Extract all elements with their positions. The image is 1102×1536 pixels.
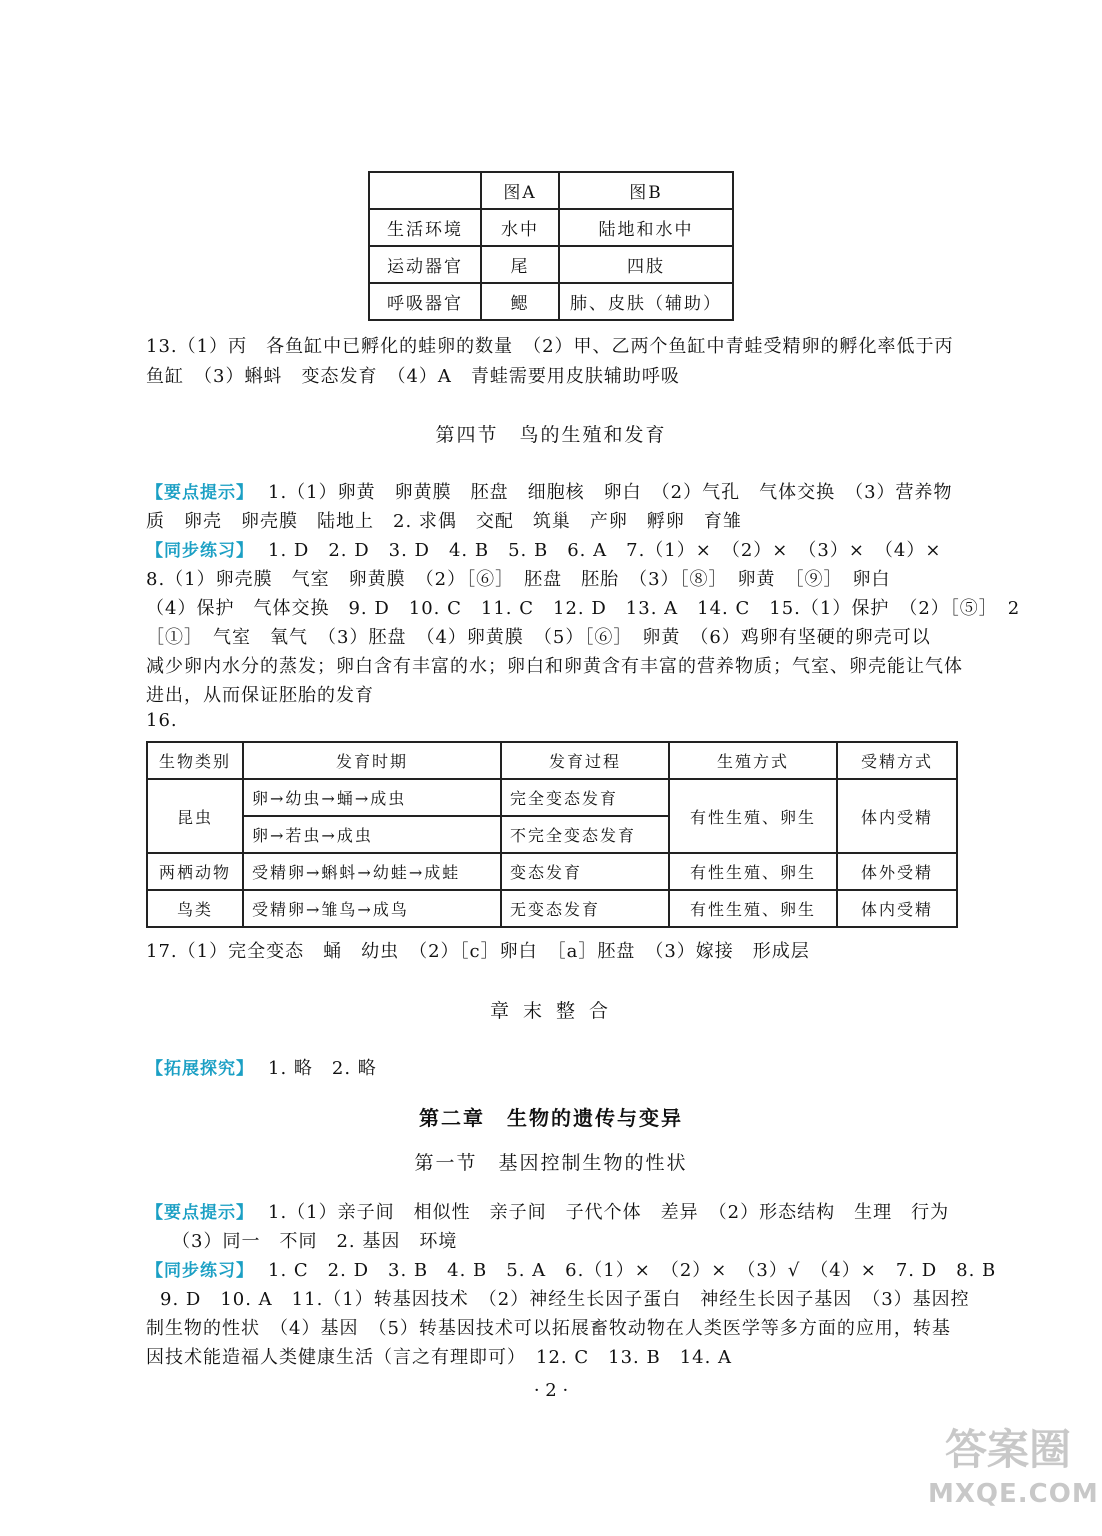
table-cell: 四肢 bbox=[559, 246, 733, 283]
table-header-cell: 发育过程 bbox=[501, 742, 669, 779]
question-16-label: 16. bbox=[146, 710, 178, 731]
table-cell: 陆地和水中 bbox=[559, 209, 733, 246]
page-number: · 2 · bbox=[533, 1380, 569, 1401]
key-points-text: 1.（1）卵黄 卵黄膜 胚盘 细胞核 卵白 （2）气孔 气体交换 （3）营养物 bbox=[268, 482, 953, 503]
key-points-line bbox=[146, 1198, 949, 1224]
table-row bbox=[147, 742, 957, 779]
key-points-line: 质 卵壳 卵壳膜 陆地上 2. 求偶 交配 筑巢 产卵 孵卵 育雏 bbox=[146, 511, 742, 532]
practice-line: 9. D 10. A 11.（1）转基因技术 （2）神经生长因子蛋白 神经生长因子基因 （3）基因控 bbox=[160, 1289, 970, 1310]
extension-text: 1. 略 2. 略 bbox=[268, 1058, 377, 1079]
practice-line: （4）保护 气体交换 9. D 10. C 11. C 12. D 13. A 14. C 15.（1）保护 （2）［⑤］ 2 bbox=[146, 598, 1021, 619]
practice-tag: 【同步练习】 bbox=[146, 541, 254, 561]
table-cell: 两栖动物 bbox=[147, 853, 243, 890]
watermark-logo bbox=[928, 1424, 1099, 1524]
watermark-url: MXQE.COM bbox=[928, 1479, 1099, 1509]
watermark-text: 答案圈 bbox=[944, 1425, 1071, 1474]
key-points-tag: 【要点提示】 bbox=[146, 1203, 254, 1223]
practice-text: 1. C 2. D 3. B 4. B 5. A 6.（1）× （2）× （3）√ （4）× 7. D 8. B bbox=[268, 1260, 997, 1281]
table-header-cell: 生物类别 bbox=[147, 742, 243, 779]
table-cell: 体内受精 bbox=[837, 890, 957, 927]
table-cell: 有性生殖、卵生 bbox=[669, 890, 837, 927]
chapter-title: 第二章 生物的遗传与变异 bbox=[419, 1106, 683, 1130]
development-table bbox=[146, 741, 958, 928]
table-cell: 受精卵→雏鸟→成鸟 bbox=[243, 890, 501, 927]
practice-line: 制生物的性状 （4）基因 （5）转基因技术可以拓展畜牧动物在人类医学等多方面的应用，转基 bbox=[146, 1318, 951, 1339]
practice-line: 进出，从而保证胚胎的发育 bbox=[146, 685, 374, 706]
table-cell: 不完全变态发育 bbox=[501, 816, 669, 853]
table-cell: 鳃 bbox=[481, 283, 559, 320]
extension-line bbox=[146, 1054, 377, 1080]
practice-line bbox=[146, 536, 941, 562]
table-cell: 鸟类 bbox=[147, 890, 243, 927]
table-row bbox=[369, 209, 733, 246]
table-cell: 尾 bbox=[481, 246, 559, 283]
table-cell: 有性生殖、卵生 bbox=[669, 779, 837, 853]
table-row bbox=[147, 779, 957, 816]
table-cell: 体内受精 bbox=[837, 779, 957, 853]
key-points-line bbox=[146, 478, 953, 504]
table-row bbox=[369, 283, 733, 320]
table-row bbox=[147, 890, 957, 927]
comparison-table-a bbox=[368, 171, 734, 321]
table-cell: 呼吸器官 bbox=[369, 283, 481, 320]
table-cell: 无变态发育 bbox=[501, 890, 669, 927]
table-cell: 水中 bbox=[481, 209, 559, 246]
table-cell: 受精卵→蝌蚪→幼蛙→成蛙 bbox=[243, 853, 501, 890]
section-title: 第一节 基因控制生物的性状 bbox=[414, 1152, 688, 1174]
practice-line: 减少卵内水分的蒸发；卵白含有丰富的水；卵白和卵黄含有丰富的营养物质；气室、卵壳能让气体 bbox=[146, 656, 963, 677]
table-cell: 肺、皮肤（辅助） bbox=[559, 283, 733, 320]
section-title: 第四节 鸟的生殖和发育 bbox=[435, 424, 667, 446]
table-row bbox=[369, 246, 733, 283]
table-cell: 卵→幼虫→蛹→成虫 bbox=[243, 779, 501, 816]
answer-13-line: 鱼缸 （3）蝌蚪 变态发育 （4）A 青蛙需要用皮肤辅助呼吸 bbox=[146, 366, 680, 387]
table-cell: 卵→若虫→成虫 bbox=[243, 816, 501, 853]
table-cell: 生活环境 bbox=[369, 209, 481, 246]
table-header-cell: 发育时期 bbox=[243, 742, 501, 779]
practice-line bbox=[146, 1256, 996, 1282]
table-cell: 变态发育 bbox=[501, 853, 669, 890]
table-cell: 完全变态发育 bbox=[501, 779, 669, 816]
table-cell: 运动器官 bbox=[369, 246, 481, 283]
key-points-line: （3）同一 不同 2. 基因 环境 bbox=[172, 1231, 458, 1252]
practice-line: ［①］ 气室 氧气 （3）胚盘 （4）卵黄膜 （5）［⑥］ 卵黄 （6）鸡卵有坚硬的卵壳可以 bbox=[146, 627, 931, 648]
extension-tag: 【拓展探究】 bbox=[146, 1059, 254, 1079]
table-header-cell: 图B bbox=[559, 172, 733, 209]
practice-tag: 【同步练习】 bbox=[146, 1261, 254, 1281]
key-points-text: 1.（1）亲子间 相似性 亲子间 子代个体 差异 （2）形态结构 生理 行为 bbox=[268, 1202, 950, 1223]
practice-line: 因技术能造福人类健康生活（言之有理即可） 12. C 13. B 14. A bbox=[146, 1347, 733, 1368]
table-header-cell: 受精方式 bbox=[837, 742, 957, 779]
practice-text: 1. D 2. D 3. D 4. B 5. B 6. A 7.（1）× （2）× （3）× （4）× bbox=[268, 540, 942, 561]
answer-17-line: 17.（1）完全变态 蛹 幼虫 （2）［c］卵白 ［a］胚盘 （3）嫁接 形成层 bbox=[146, 941, 810, 962]
table-row bbox=[147, 853, 957, 890]
table-row bbox=[369, 172, 733, 209]
key-points-tag: 【要点提示】 bbox=[146, 483, 254, 503]
table-cell: 有性生殖、卵生 bbox=[669, 853, 837, 890]
chapter-end-title: 章 末 整 合 bbox=[489, 1000, 613, 1022]
table-cell: 昆虫 bbox=[147, 779, 243, 853]
table-header-cell: 图A bbox=[481, 172, 559, 209]
table-header-cell: 生殖方式 bbox=[669, 742, 837, 779]
practice-line: 8.（1）卵壳膜 气室 卵黄膜 （2）［⑥］ 胚盘 胚胎 （3）［⑧］ 卵黄 ［⑨］ 卵白 bbox=[146, 569, 891, 590]
answer-13-line: 13.（1）丙 各鱼缸中已孵化的蛙卵的数量 （2）甲、乙两个鱼缸中青蛙受精卵的孵化率低于丙 bbox=[146, 336, 954, 357]
table-header-cell bbox=[369, 172, 481, 209]
table-cell: 体外受精 bbox=[837, 853, 957, 890]
